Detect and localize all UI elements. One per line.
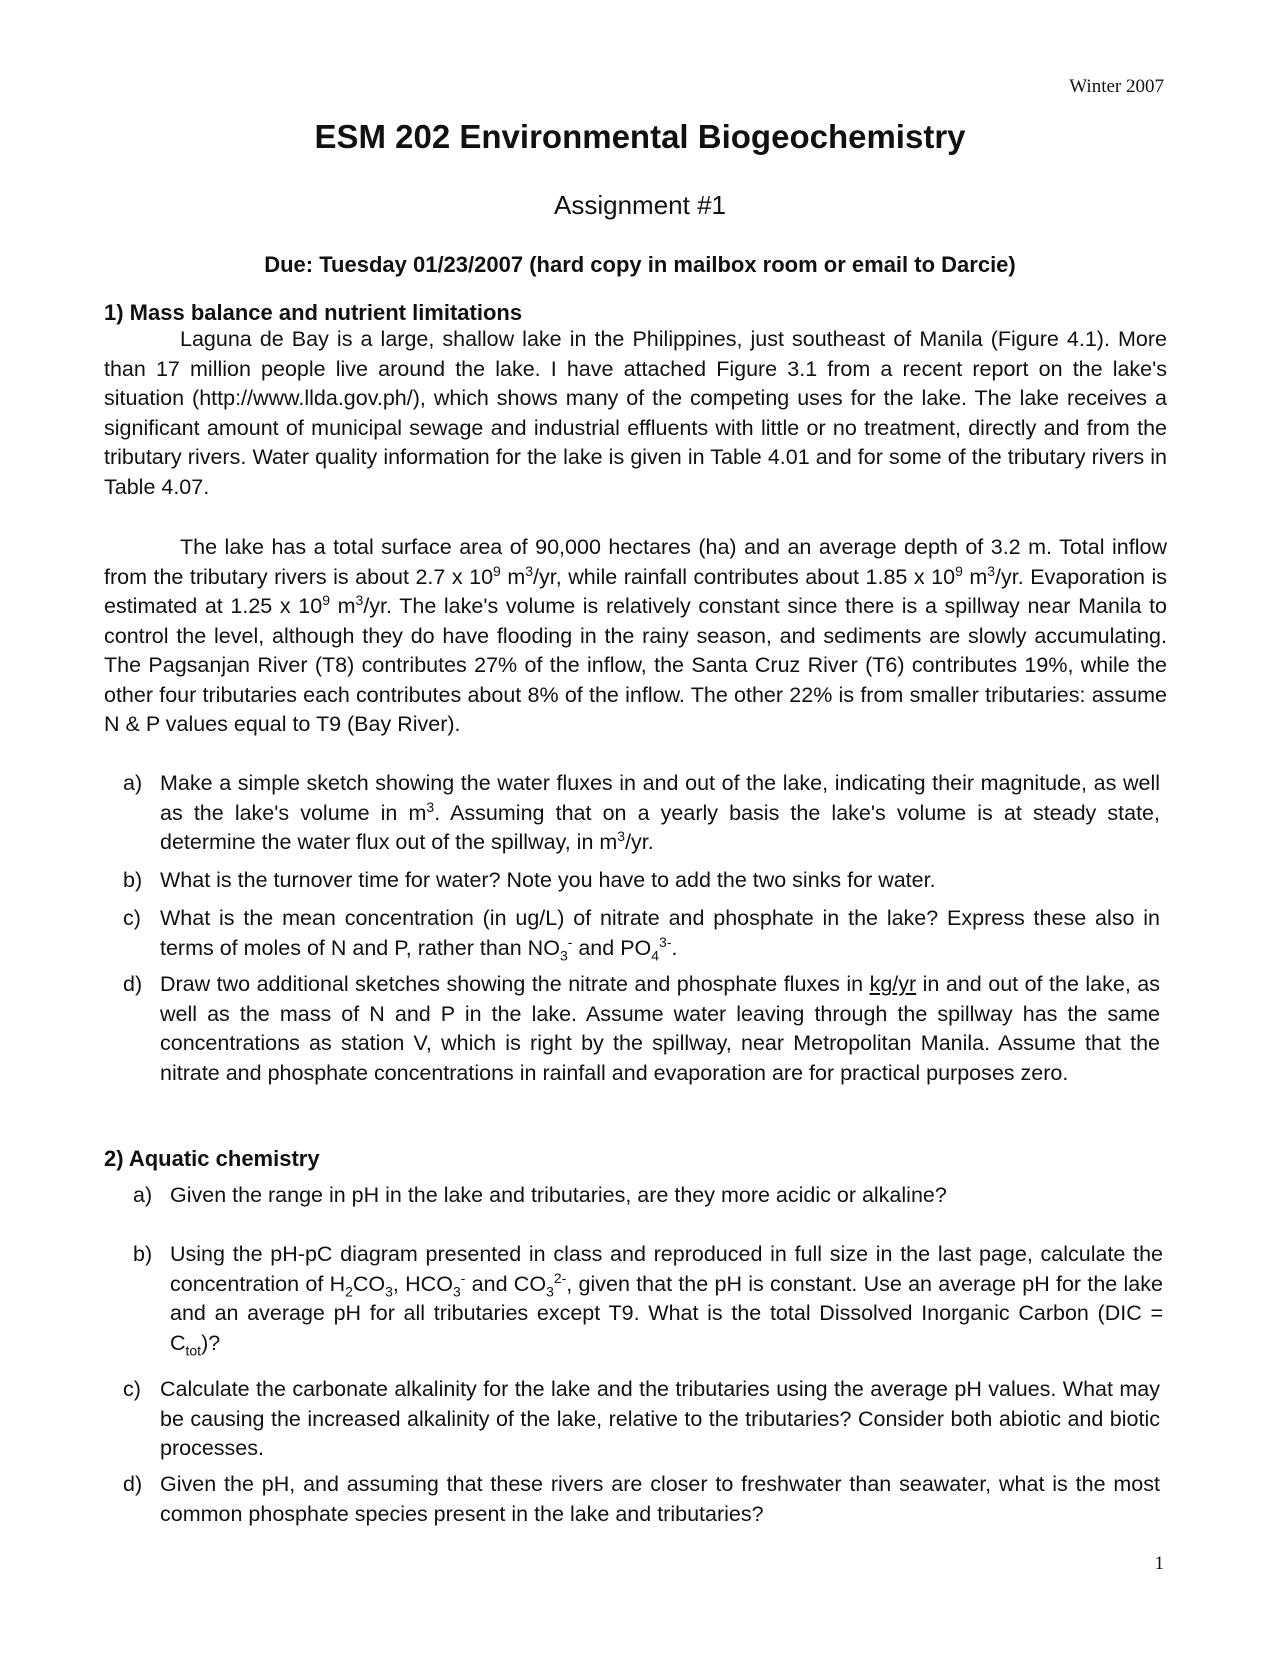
section-1-question-d: d) Draw two additional sketches showing the nitrate and phosphate fluxes in kg/yr in and out of the lake, as well as the mass of N and P in the lake. Assume water leaving through the spillway has the same concentrations as station V, which is right by the spillway, near Metropolitan Manila. Assume that the nitrate and phosphate concentrations in rainfall and evaporation are for practical purposes zero. [123, 972, 1160, 1085]
section-1-question-b: b) What is the turnover time for water? Note you have to add the two sinks for water. [160, 866, 1160, 896]
page-number: 1 [1154, 1553, 1164, 1574]
section-1-question-a: a) Make a simple sketch showing the water fluxes in and out of the lake, indicating their magnitude, as well as the lake's volume in $m^3$. Assuming that on a yearly basis the lake's volume is at steady state, determine the water flux out of the spillway, in $m^3/yr$. [123, 771, 1160, 854]
section-2-question-a: a) Given the range in pH in the lake and tributaries, are they more acidic or alkaline? [170, 1181, 1170, 1211]
units-underlined: kg/yr [869, 972, 917, 996]
question-label: a) [123, 771, 143, 795]
question-label: b) [123, 868, 143, 892]
section-1-heading: 1) Mass balance and nutrient limitations [104, 300, 523, 325]
question-label: a) [133, 1183, 153, 1207]
section-2-question-b: b) Using the pH-pC diagram presented in class and reproduced in full size in the last page, calculate the concentration of $H_2CO_3$, $HCO_3^-$ and $CO_3^{2-}$, given that the pH is constant. Use an average pH for the lake and an average pH for all tributaries except T9. What is the total Dissolved Inorganic Carbon $(DIC = C_{tot})$? [133, 1242, 1163, 1358]
section-1-question-c: c) What is the mean concentration (in ug/L) of nitrate and phosphate in the lake? Express these also in terms of moles of N and P, rather than $NO_3^-$ and $PO_4^{3-}$. [123, 906, 1160, 963]
assignment-title: Assignment #1 [554, 190, 726, 220]
section-1-paragraph-2: The lake has a total surface area of 90,000 hectares (ha) and an average depth of 3.2 m. Total inflow from the tributary rivers is about 2.7 x $10^9$ $m^3/yr$, while rainfall contributes about 1.85 x $10^9$ $m^3/yr$. Evaporation is estimated at 1.25 x $10^9$ $m^3/yr$. The lake's volume is relatively constant since there is a spillway near Manila to control the level, although they do have flooding in the rainy season, and sediments are slowly accumulating. The Pagsanjan River (T8) contributes 27% of the inflow, the Santa Cruz River (T6) contributes 19%, while the other four tributaries each contributes about 8% of the inflow. The other 22% is from smaller tributaries: assume N & P values equal to T9 (Bay River). [104, 535, 1168, 736]
question-label: d) [123, 1472, 143, 1496]
question-label: c) [123, 1377, 141, 1401]
question-label: c) [123, 906, 141, 930]
semester-label: Winter 2007 [1069, 76, 1164, 97]
question-label: d) [123, 972, 143, 996]
section-2-question-c: c) Calculate the carbonate alkalinity for the lake and the tributaries using the average pH values. What may be causing the increased alkalinity of the lake, relative to the tributaries? Consider both abiotic and biotic processes. [123, 1377, 1160, 1460]
question-label: b) [133, 1242, 153, 1266]
section-2-heading: 2) Aquatic chemistry [104, 1146, 320, 1171]
due-date: Due: Tuesday 01/23/2007 (hard copy in mailbox room or email to Darcie) [264, 252, 1016, 277]
section-1-paragraph-1: Laguna de Bay is a large, shallow lake in the Philippines, just southeast of Manila (Figure 4.1). More than 17 million people live around the lake. I have attached Figure 3.1 from a recent report on the lake's situation (http://www.llda.gov.ph/), which shows many of the competing uses for the lake. The lake receives a significant amount of municipal sewage and industrial effluents with little or no treatment, directly and from the tributary rivers. Water quality information for the lake is given in Table 4.01 and for some of the tributary rivers in Table 4.07. [104, 327, 1167, 499]
section-2-question-d: d) Given the pH, and assuming that these rivers are closer to freshwater than seawater, what is the most common phosphate species present in the lake and tributaries? [123, 1472, 1160, 1526]
course-title: ESM 202 Environmental Biogeochemistry [314, 118, 966, 155]
